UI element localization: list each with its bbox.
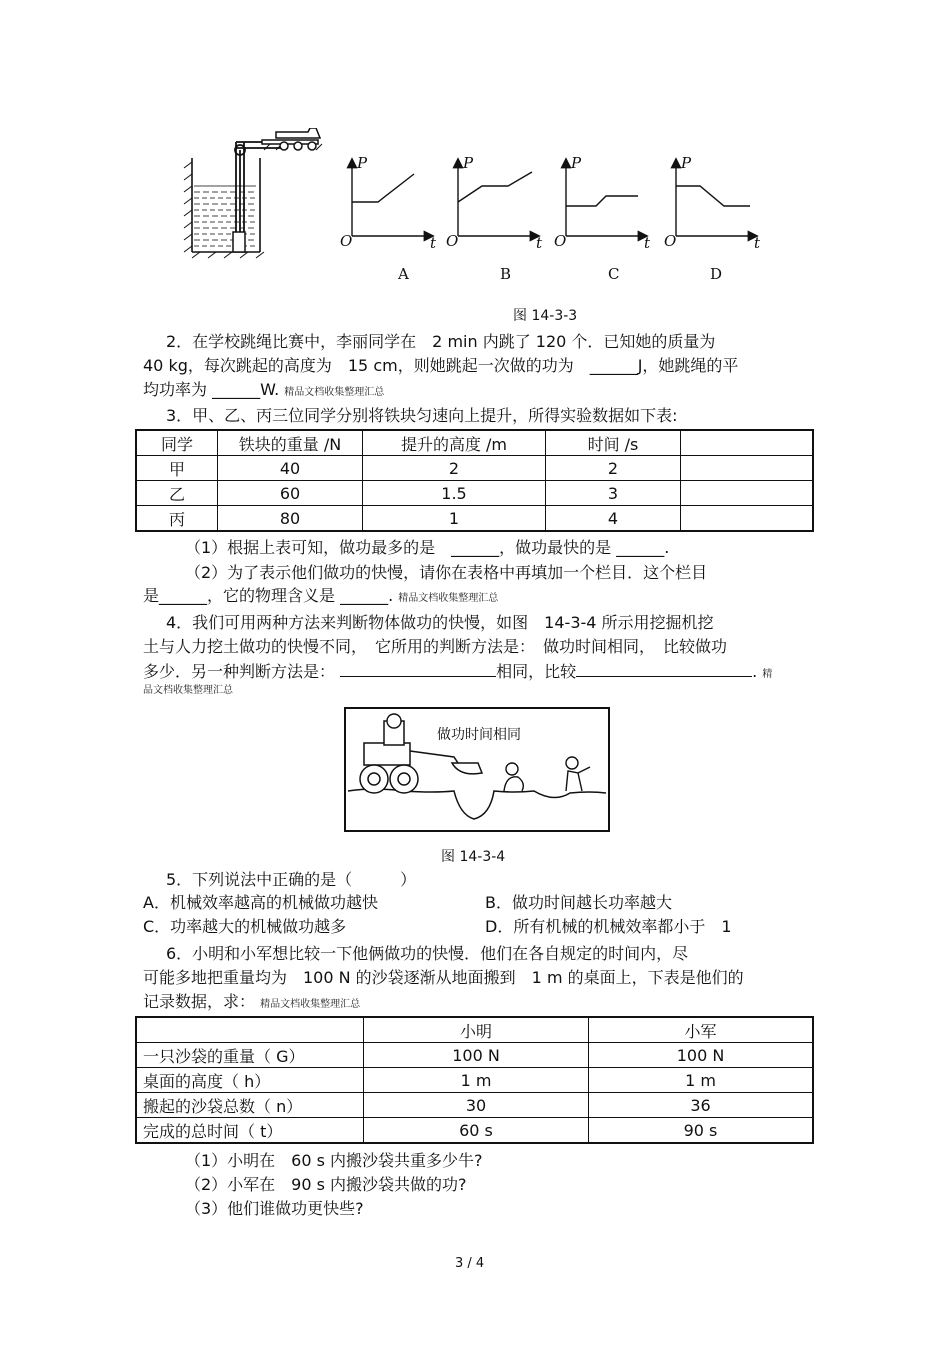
table-row	[136, 1093, 813, 1118]
table-cell: 一只沙袋的重量（ G）	[136, 1043, 364, 1068]
graph-d-y-label: P	[681, 154, 692, 172]
graph-b-x-label: t	[536, 234, 543, 252]
table-cell: 60 s	[364, 1118, 589, 1144]
table-cell: 2	[363, 456, 546, 481]
page-number: 3 / 4	[455, 1256, 485, 1271]
graph-a-origin: O	[340, 232, 353, 250]
q2-line-2: 40 kg，每次跳起的高度为 15 cm，则她跳起一次做的功为 ______J，她跳绳的平	[143, 356, 739, 375]
graph-d-x-label: t	[754, 234, 761, 252]
table-cell: 搬起的沙袋总数（ n）	[136, 1093, 364, 1118]
q4-line-3-text-c: .	[752, 662, 758, 681]
table-cell: 40	[218, 456, 363, 481]
table-cell: 1 m	[364, 1068, 589, 1093]
table-cell: 乙	[136, 481, 218, 506]
graph-c-y-label: P	[571, 154, 582, 172]
watermark-text: 精品文档收集整理汇总	[398, 593, 499, 604]
table-cell: 1	[363, 506, 546, 532]
table-cell: 2	[546, 456, 681, 481]
q6-sub-3: （3）他们谁做功更快些?	[185, 1199, 364, 1218]
table-cell	[681, 456, 814, 481]
q3-sub-2a: （2）为了表示他们做功的快慢，请你在表格中再填加一个栏目．这个栏目	[185, 563, 708, 582]
q3-stem: 3．甲、乙、丙三位同学分别将铁块匀速向上提升，所得实验数据如下表:	[166, 406, 678, 425]
tank-crane-figure	[180, 128, 330, 260]
graph-b-origin: O	[446, 232, 459, 250]
table-row	[136, 481, 813, 506]
watermark-text: 精品文档收集整理汇总	[284, 387, 385, 398]
graph-c-label: C	[608, 265, 620, 283]
table-header-cell: 小军	[589, 1017, 814, 1043]
q3-sub-2b	[143, 585, 498, 610]
q5-stem: 5．下列说法中正确的是（ ）	[166, 870, 417, 889]
q2-line-1: 2．在学校跳绳比赛中，李丽同学在 2 min 内跳了 120 个．已知她的质量为	[166, 332, 716, 351]
graph-d-label: D	[710, 265, 723, 283]
table-header-cell: 铁块的重量 /N	[218, 430, 363, 456]
table-header-cell: 时间 /s	[546, 430, 681, 456]
table-row	[136, 1068, 813, 1093]
q5-option-b: B．做功时间越长功率越大	[485, 893, 672, 912]
table-cell: 90 s	[589, 1118, 814, 1144]
table-row	[136, 1118, 813, 1144]
figure-caption-14-3-4: 图 14-3-4	[441, 849, 506, 865]
table-row	[136, 456, 813, 481]
graph-a-y-label: P	[357, 154, 368, 172]
table-header-cell	[681, 430, 814, 456]
watermark-text: 品文档收集整理汇总	[143, 685, 233, 696]
q3-sub-1: （1）根据上表可知，做功最多的是 ______，做功最快的是 ______.	[185, 538, 670, 557]
table-cell	[681, 481, 814, 506]
table-header-cell	[136, 1017, 364, 1043]
table-row	[136, 1043, 813, 1068]
graph-a-label: A	[398, 265, 409, 283]
q3-data-table	[135, 429, 814, 532]
q6-line-1: 6．小明和小军想比较一下他俩做功的快慢．他们在各自规定的时间内，尽	[166, 944, 689, 963]
q3-sub-2b-text: 是______，它的物理含义是 ______.	[143, 586, 394, 605]
q5-option-c: C．功率越大的机械做功越多	[143, 917, 347, 936]
table-header-cell: 同学	[136, 430, 218, 456]
q2-line-3	[143, 379, 384, 404]
figure-caption-14-3-3: 图 14-3-3	[513, 308, 578, 324]
q4-line-3	[143, 660, 772, 686]
table-cell: 100 N	[364, 1043, 589, 1068]
table-cell: 60	[218, 481, 363, 506]
table-header-cell: 提升的高度 /m	[363, 430, 546, 456]
table-row	[136, 506, 813, 532]
q4-line-2: 土与人力挖土做功的快慢不同， 它所用的判断方法是： 做功时间相同， 比较做功	[143, 637, 728, 656]
q6-line-3	[143, 991, 360, 1016]
watermark-text: 精品文档收集整理汇总	[260, 999, 361, 1010]
table-cell: 80	[218, 506, 363, 532]
watermark-text: 精	[762, 669, 773, 680]
answer-blank	[576, 660, 752, 677]
answer-blank	[340, 660, 496, 677]
graph-b-y-label: P	[463, 154, 474, 172]
graph-b-label: B	[500, 265, 512, 283]
table-cell: 完成的总时间（ t）	[136, 1118, 364, 1144]
q4-line-1: 4．我们可用两种方法来判断物体做功的快慢，如图 14-3-4 所示用挖掘机挖	[166, 613, 714, 632]
q6-sub-2: （2）小军在 90 s 内搬沙袋共做的功?	[185, 1175, 467, 1194]
table-cell: 4	[546, 506, 681, 532]
q6-sub-1: （1）小明在 60 s 内搬沙袋共重多少牛?	[185, 1151, 483, 1170]
table-header-row	[136, 1017, 813, 1043]
table-cell: 桌面的高度（ h）	[136, 1068, 364, 1093]
q4-line-3-text-a: 多少．另一种判断方法是：	[143, 662, 336, 681]
table-cell: 100 N	[589, 1043, 814, 1068]
q6-line-2: 可能多地把重量均为 100 N 的沙袋逐渐从地面搬到 1 m 的桌面上，下表是他们的	[143, 968, 744, 987]
table-cell	[681, 506, 814, 532]
q5-option-d: D．所有机械的机械效率都小于 1	[485, 917, 732, 936]
table-cell: 30	[364, 1093, 589, 1118]
q4-line-3-text-b: 相同，比较	[496, 662, 577, 681]
speech-bubble-text: 做功时间相同	[437, 727, 521, 743]
graph-c-x-label: t	[644, 234, 651, 252]
table-cell: 1 m	[589, 1068, 814, 1093]
table-cell: 1.5	[363, 481, 546, 506]
table-header-cell: 小明	[364, 1017, 589, 1043]
graph-c-origin: O	[554, 232, 567, 250]
table-cell: 36	[589, 1093, 814, 1118]
q6-data-table	[135, 1016, 814, 1144]
graph-d-origin: O	[664, 232, 677, 250]
table-header-row	[136, 430, 813, 456]
q6-line-3-text: 记录数据，求：	[143, 992, 256, 1011]
graph-a-x-label: t	[430, 234, 437, 252]
table-cell: 甲	[136, 456, 218, 481]
q2-line-3-text: 均功率为 ______W.	[143, 380, 280, 399]
table-cell: 丙	[136, 506, 218, 532]
table-cell: 3	[546, 481, 681, 506]
q5-option-a: A．机械效率越高的机械做功越快	[143, 893, 378, 912]
